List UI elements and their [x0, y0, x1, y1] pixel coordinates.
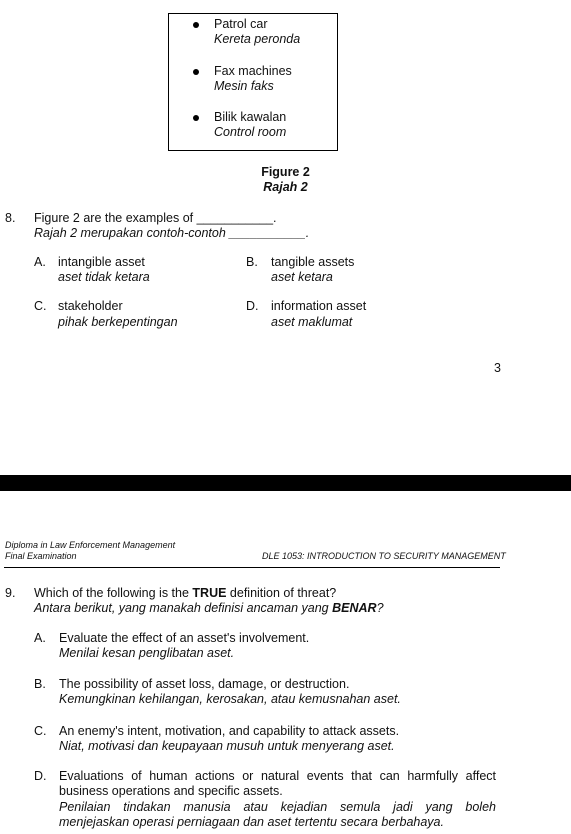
- figure-caption-en: Figure 2: [261, 165, 310, 179]
- page-separator: [0, 475, 571, 491]
- option-letter: D.: [34, 769, 47, 783]
- option-c-en: An enemy's intent, motivation, and capability to attack assets.: [59, 724, 400, 738]
- option-letter: B.: [246, 255, 258, 269]
- figure-box: [168, 13, 338, 151]
- option-b-ms: Kemungkinan kehilangan, kerosakan, atau kemusnahan aset.: [59, 692, 401, 706]
- option-c-ms: Niat, motivasi dan keupayaan musuh untuk menyerang aset.: [59, 739, 395, 753]
- option-b-en: The possibility of asset loss, damage, or destruction.: [59, 677, 350, 691]
- header-course: DLE 1053: INTRODUCTION TO SECURITY MANAGEMENT: [262, 551, 506, 561]
- question-8-text-ms: Rajah 2 merupakan contoh-contoh ___________.: [34, 226, 310, 240]
- option-a-ms: Menilai kesan penglibatan aset.: [59, 646, 235, 660]
- option-a-ms: aset tidak ketara: [58, 270, 150, 284]
- question-8-number: 8.: [5, 211, 16, 225]
- option-b-ms: aset ketara: [271, 270, 333, 284]
- figure-item-en: Bilik kawalan: [214, 110, 287, 124]
- figure-item-ms: Mesin faks: [214, 79, 274, 93]
- figure-item-en: Patrol car: [214, 17, 268, 31]
- option-a-en: intangible asset: [58, 255, 145, 269]
- option-letter: A.: [34, 255, 46, 269]
- option-d-ms-line1: Penilaian tindakan manusia atau kejadian semula jadi yang boleh: [59, 800, 496, 814]
- bullet-icon: [193, 22, 199, 28]
- bullet-icon: [193, 115, 199, 121]
- option-letter: A.: [34, 631, 46, 645]
- figure-item-ms: Control room: [214, 125, 287, 139]
- option-b-en: tangible assets: [271, 255, 355, 269]
- option-d-ms-line2: menjejaskan operasi perniagaan dan aset tertentu secara berbahaya.: [59, 815, 444, 829]
- option-c-ms: pihak berkepentingan: [58, 315, 178, 329]
- option-d-ms: aset maklumat: [271, 315, 353, 329]
- figure-caption-ms: Rajah 2: [263, 180, 308, 194]
- header-rule: [4, 567, 500, 568]
- option-d-en: information asset: [271, 299, 367, 313]
- option-a-en: Evaluate the effect of an asset's involvement.: [59, 631, 310, 645]
- figure-item-ms: Kereta peronda: [214, 32, 301, 46]
- page-number: 3: [494, 361, 501, 375]
- option-c-en: stakeholder: [58, 299, 123, 313]
- question-9-text-ms: Antara berikut, yang manakah definisi ancaman yang BENAR?: [34, 601, 384, 615]
- option-letter: C.: [34, 724, 47, 738]
- option-d-en-line2: business operations and specific assets.: [59, 784, 283, 798]
- option-letter: B.: [34, 677, 46, 691]
- question-9-number: 9.: [5, 586, 16, 600]
- figure-item-en: Fax machines: [214, 64, 292, 78]
- option-letter: D.: [246, 299, 259, 313]
- header-exam: Final Examination: [5, 551, 77, 561]
- option-letter: C.: [34, 299, 47, 313]
- bullet-icon: [193, 69, 199, 75]
- question-9-text-en: Which of the following is the TRUE definition of threat?: [34, 586, 337, 600]
- header-program: Diploma in Law Enforcement Management: [5, 540, 176, 550]
- option-d-en-line1: Evaluations of human actions or natural events that can harmfully affect: [59, 769, 496, 783]
- question-8-text-en: Figure 2 are the examples of ___________.: [34, 211, 277, 225]
